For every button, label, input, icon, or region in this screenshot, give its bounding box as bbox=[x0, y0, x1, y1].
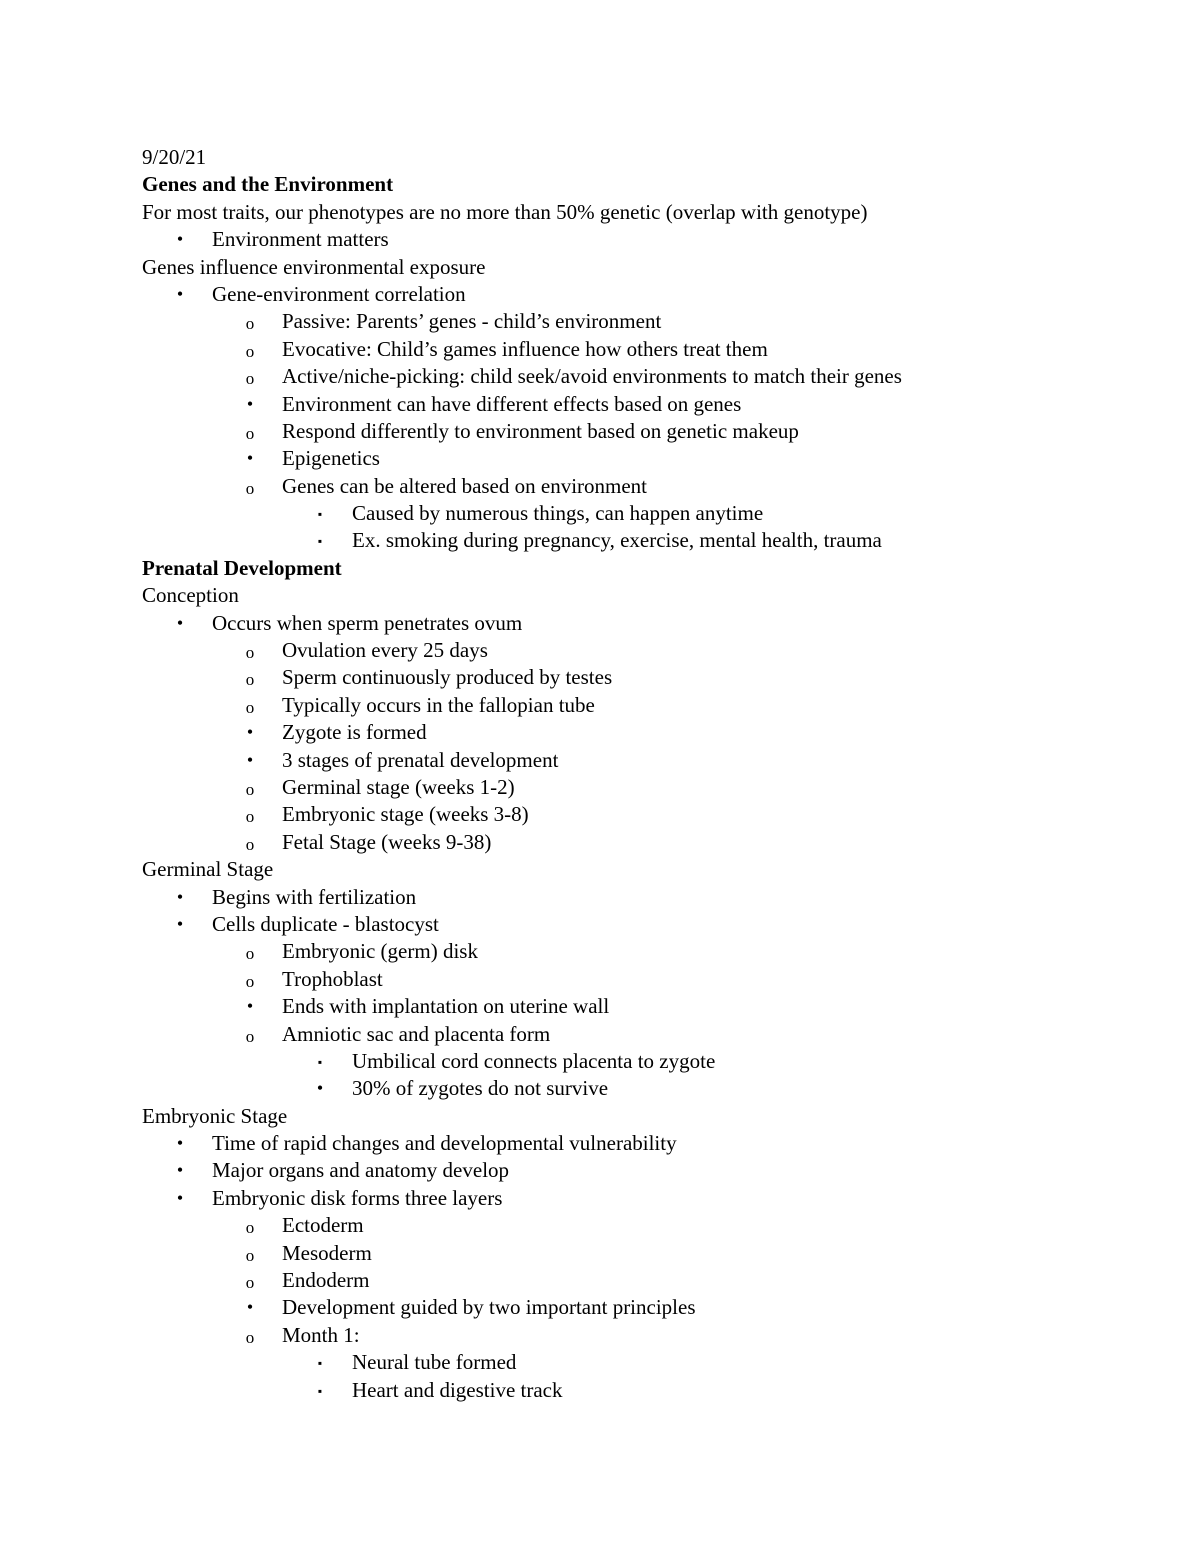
line-text: Embryonic Stage bbox=[142, 1103, 288, 1128]
list-item bbox=[142, 391, 1142, 418]
list-item bbox=[142, 473, 1142, 500]
line-text: Major organs and anatomy develop bbox=[212, 1158, 510, 1183]
line-text: Fetal Stage (weeks 9-38) bbox=[282, 829, 492, 854]
text-line bbox=[142, 254, 1142, 281]
circle-bullet-marker: o bbox=[245, 1327, 255, 1347]
line-text: Germinal Stage bbox=[142, 857, 274, 882]
list-item bbox=[142, 1185, 1142, 1212]
circle-bullet-marker: o bbox=[245, 834, 255, 854]
square-bullet-marker: ▪ bbox=[317, 1356, 323, 1371]
list-item bbox=[142, 1075, 1142, 1102]
circle-bullet-marker: o bbox=[245, 1245, 255, 1265]
line-text: Passive: Parents’ genes - child’s environment bbox=[282, 309, 662, 334]
bullet-marker: • bbox=[176, 886, 184, 907]
line-text: Zygote is formed bbox=[282, 720, 427, 745]
list-item bbox=[142, 966, 1142, 993]
list-item bbox=[142, 1130, 1142, 1157]
text-line bbox=[142, 582, 1142, 609]
list-item bbox=[142, 363, 1142, 390]
line-text: Neural tube formed bbox=[352, 1350, 517, 1375]
list-item bbox=[142, 527, 1142, 554]
bullet-marker: • bbox=[176, 913, 184, 934]
square-bullet-marker: ▪ bbox=[317, 1383, 323, 1398]
line-text: Gene-environment correlation bbox=[212, 281, 466, 306]
line-text: Respond differently to environment based on genetic makeup bbox=[282, 418, 799, 443]
line-text: Active/niche-picking: child seek/avoid environments to match their genes bbox=[282, 364, 902, 389]
line-text: Genes can be altered based on environment bbox=[282, 473, 648, 498]
list-item bbox=[142, 1377, 1142, 1404]
section-heading bbox=[142, 171, 1142, 198]
line-text: Mesoderm bbox=[282, 1240, 372, 1265]
list-item bbox=[142, 1048, 1142, 1075]
line-text: 3 stages of prenatal development bbox=[282, 747, 559, 772]
line-text: Heart and digestive track bbox=[352, 1377, 563, 1402]
circle-bullet-marker: o bbox=[245, 807, 255, 827]
circle-bullet-marker: o bbox=[245, 314, 255, 334]
list-item bbox=[142, 911, 1142, 938]
list-item bbox=[142, 1240, 1142, 1267]
line-text: Prenatal Development bbox=[142, 555, 342, 580]
circle-bullet-marker: o bbox=[245, 1026, 255, 1046]
line-text: Genes and the Environment bbox=[142, 172, 394, 197]
line-text: Conception bbox=[142, 583, 239, 608]
line-text: Embryonic (germ) disk bbox=[282, 939, 478, 964]
line-text: Evocative: Child’s games influence how others treat them bbox=[282, 336, 768, 361]
list-item bbox=[142, 993, 1142, 1020]
circle-bullet-marker: o bbox=[245, 341, 255, 361]
bullet-marker: • bbox=[176, 612, 184, 633]
list-item bbox=[142, 692, 1142, 719]
line-text: Germinal stage (weeks 1-2) bbox=[282, 774, 515, 799]
bullet-marker: • bbox=[176, 1133, 184, 1154]
list-item bbox=[142, 801, 1142, 828]
line-text: Ends with implantation on uterine wall bbox=[282, 994, 610, 1019]
line-text: Sperm continuously produced by testes bbox=[282, 665, 613, 690]
text-line bbox=[142, 856, 1142, 883]
line-text: Cells duplicate - blastocyst bbox=[212, 911, 439, 936]
list-item bbox=[142, 1294, 1142, 1321]
list-item bbox=[142, 774, 1142, 801]
list-item bbox=[142, 1021, 1142, 1048]
circle-bullet-marker: o bbox=[245, 478, 255, 498]
bullet-marker: • bbox=[246, 448, 254, 469]
list-item bbox=[142, 884, 1142, 911]
line-text: Umbilical cord connects placenta to zygote bbox=[352, 1048, 716, 1073]
list-item bbox=[142, 664, 1142, 691]
circle-bullet-marker: o bbox=[245, 779, 255, 799]
line-text: Environment matters bbox=[212, 227, 389, 252]
circle-bullet-marker: o bbox=[245, 697, 255, 717]
list-item bbox=[142, 1349, 1142, 1376]
line-text: Ectoderm bbox=[282, 1213, 364, 1238]
list-item bbox=[142, 1212, 1142, 1239]
section-heading bbox=[142, 555, 1142, 582]
list-item bbox=[142, 226, 1142, 253]
line-text: Begins with fertilization bbox=[212, 884, 417, 909]
line-text: Genes influence environmental exposure bbox=[142, 254, 486, 279]
list-item bbox=[142, 336, 1142, 363]
bullet-marker: • bbox=[246, 996, 254, 1017]
line-text: Ovulation every 25 days bbox=[282, 638, 488, 663]
bullet-marker: • bbox=[176, 1160, 184, 1181]
circle-bullet-marker: o bbox=[245, 643, 255, 663]
line-text: 9/20/21 bbox=[142, 145, 207, 169]
line-text: Ex. smoking during pregnancy, exercise, mental health, trauma bbox=[352, 528, 882, 553]
list-item bbox=[142, 281, 1142, 308]
line-text: Environment can have different effects based on genes bbox=[282, 391, 742, 416]
line-text: Development guided by two important principles bbox=[282, 1295, 696, 1320]
list-item bbox=[142, 637, 1142, 664]
circle-bullet-marker: o bbox=[245, 971, 255, 991]
line-text: Occurs when sperm penetrates ovum bbox=[212, 610, 523, 635]
list-item bbox=[142, 308, 1142, 335]
line-text: Trophoblast bbox=[282, 966, 383, 991]
list-item bbox=[142, 500, 1142, 527]
text-line bbox=[142, 1103, 1142, 1130]
circle-bullet-marker: o bbox=[245, 423, 255, 443]
list-item bbox=[142, 719, 1142, 746]
bullet-marker: • bbox=[246, 749, 254, 770]
bullet-marker: • bbox=[176, 283, 184, 304]
document-body bbox=[142, 144, 1142, 1404]
square-bullet-marker: ▪ bbox=[317, 1054, 323, 1069]
circle-bullet-marker: o bbox=[245, 944, 255, 964]
line-text: Epigenetics bbox=[282, 446, 380, 471]
list-item bbox=[142, 1157, 1142, 1184]
line-text: Month 1: bbox=[282, 1322, 360, 1347]
bullet-marker: • bbox=[176, 1187, 184, 1208]
line-text: Amniotic sac and placenta form bbox=[282, 1021, 551, 1046]
list-item bbox=[142, 445, 1142, 472]
list-item bbox=[142, 938, 1142, 965]
square-bullet-marker: ▪ bbox=[317, 507, 323, 522]
line-text: Embryonic disk forms three layers bbox=[212, 1185, 503, 1210]
bullet-marker: • bbox=[246, 722, 254, 743]
circle-bullet-marker: o bbox=[245, 1273, 255, 1293]
line-text: 30% of zygotes do not survive bbox=[352, 1076, 609, 1101]
bullet-marker: • bbox=[246, 393, 254, 414]
square-bullet-marker: ▪ bbox=[317, 534, 323, 549]
circle-bullet-marker: o bbox=[245, 1218, 255, 1238]
line-text: Time of rapid changes and developmental vulnerability bbox=[212, 1131, 677, 1156]
line-text: Endoderm bbox=[282, 1268, 370, 1293]
text-line bbox=[142, 144, 1142, 171]
list-item bbox=[142, 1322, 1142, 1349]
circle-bullet-marker: o bbox=[245, 670, 255, 690]
list-item bbox=[142, 1267, 1142, 1294]
list-item bbox=[142, 829, 1142, 856]
list-item bbox=[142, 747, 1142, 774]
list-item bbox=[142, 418, 1142, 445]
list-item bbox=[142, 610, 1142, 637]
line-text: Embryonic stage (weeks 3-8) bbox=[282, 802, 529, 827]
line-text: Caused by numerous things, can happen anytime bbox=[352, 501, 764, 526]
line-text: Typically occurs in the fallopian tube bbox=[282, 692, 595, 717]
line-text: For most traits, our phenotypes are no more than 50% genetic (overlap with genotype) bbox=[142, 199, 868, 224]
bullet-marker: • bbox=[246, 1297, 254, 1318]
bullet-marker: • bbox=[176, 229, 184, 250]
text-line bbox=[142, 199, 1142, 226]
circle-bullet-marker: o bbox=[245, 369, 255, 389]
bullet-marker: • bbox=[316, 1078, 324, 1099]
